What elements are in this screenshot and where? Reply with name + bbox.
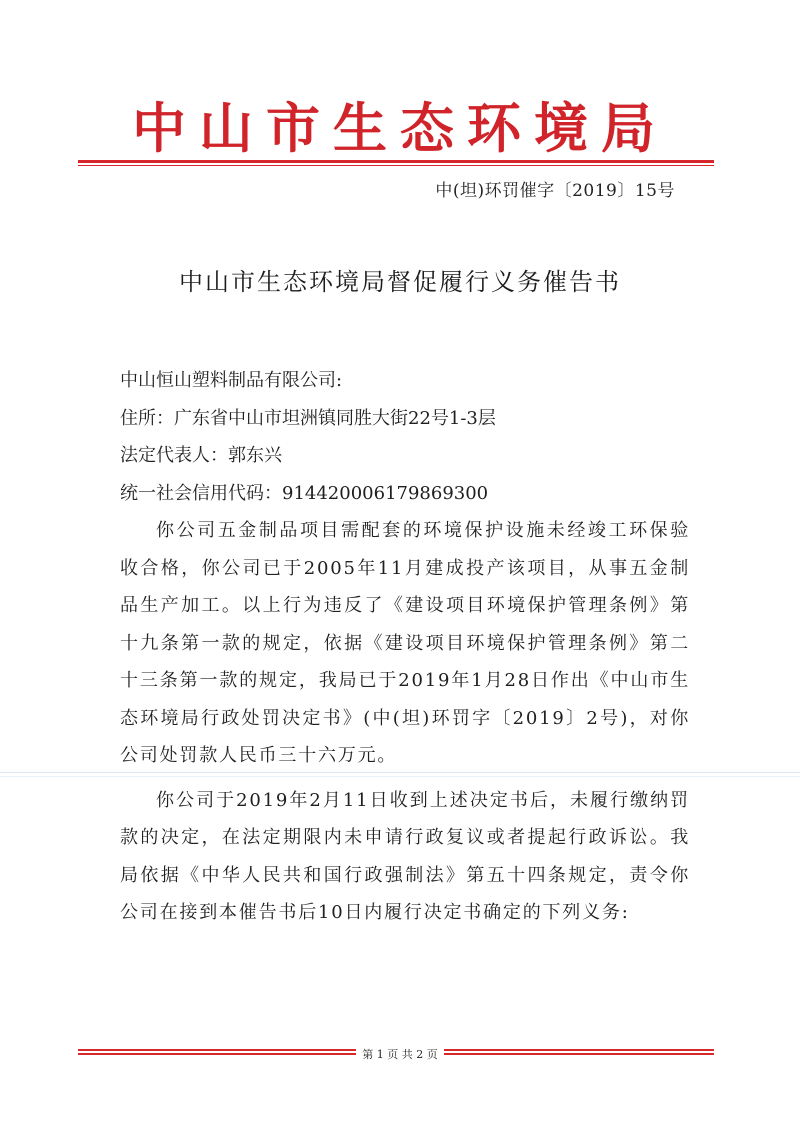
address-line: 住所：广东省中山市坦洲镇同胜大街22号1-3层	[120, 407, 496, 429]
agency-letterhead: 中山市生态环境局	[132, 96, 668, 160]
paragraph-obligation	[120, 782, 690, 932]
page-number: 第 1 页 共 2 页	[356, 1048, 443, 1061]
legal-representative-line: 法定代表人：郭东兴	[120, 445, 282, 466]
document-title: 中山市生态环境局督促履行义务催告书	[179, 268, 621, 296]
document-body	[120, 362, 690, 932]
scan-artifact-line	[0, 772, 800, 773]
scan-artifact-line	[0, 776, 800, 777]
letterhead-rule-thin	[78, 165, 714, 166]
page-footer	[0, 1046, 800, 1062]
document-number: 中(坦)环罚催字〔2019〕15号	[435, 181, 675, 201]
recipient-line: 中山恒山塑料制品有限公司:	[120, 370, 343, 391]
paragraph-violation	[120, 512, 690, 775]
credit-code-line: 统一社会信用代码：914420006179869300	[120, 482, 489, 504]
paragraph-text: 你公司五金制品项目需配套的环境保护设施未经竣工环保验收合格，你公司已于2005年11月建成投产该项目，从事五金制品生产加工。以上行为违反了《建设项目环境保护管理条例》第十九条第一款的规定，依据《建设项目环境保护管理条例》第二十三条第一款的规定，我局已于2019年1月28日作出《中山市生态环境局行政处罚决定书》(中(坦)环罚字〔2019〕2号)，对你公司处罚款人民币三十六万元。	[120, 520, 690, 766]
paragraph-text: 你公司于2019年2月11日收到上述决定书后，未履行缴纳罚款的决定，在法定期限内未申请行政复议或者提起行政诉讼。我局依据《中华人民共和国行政强制法》第五十四条规定，责令你公司在接到本催告书后10日内履行决定书确定的下列义务:	[120, 789, 690, 923]
letterhead-rule	[78, 160, 714, 163]
